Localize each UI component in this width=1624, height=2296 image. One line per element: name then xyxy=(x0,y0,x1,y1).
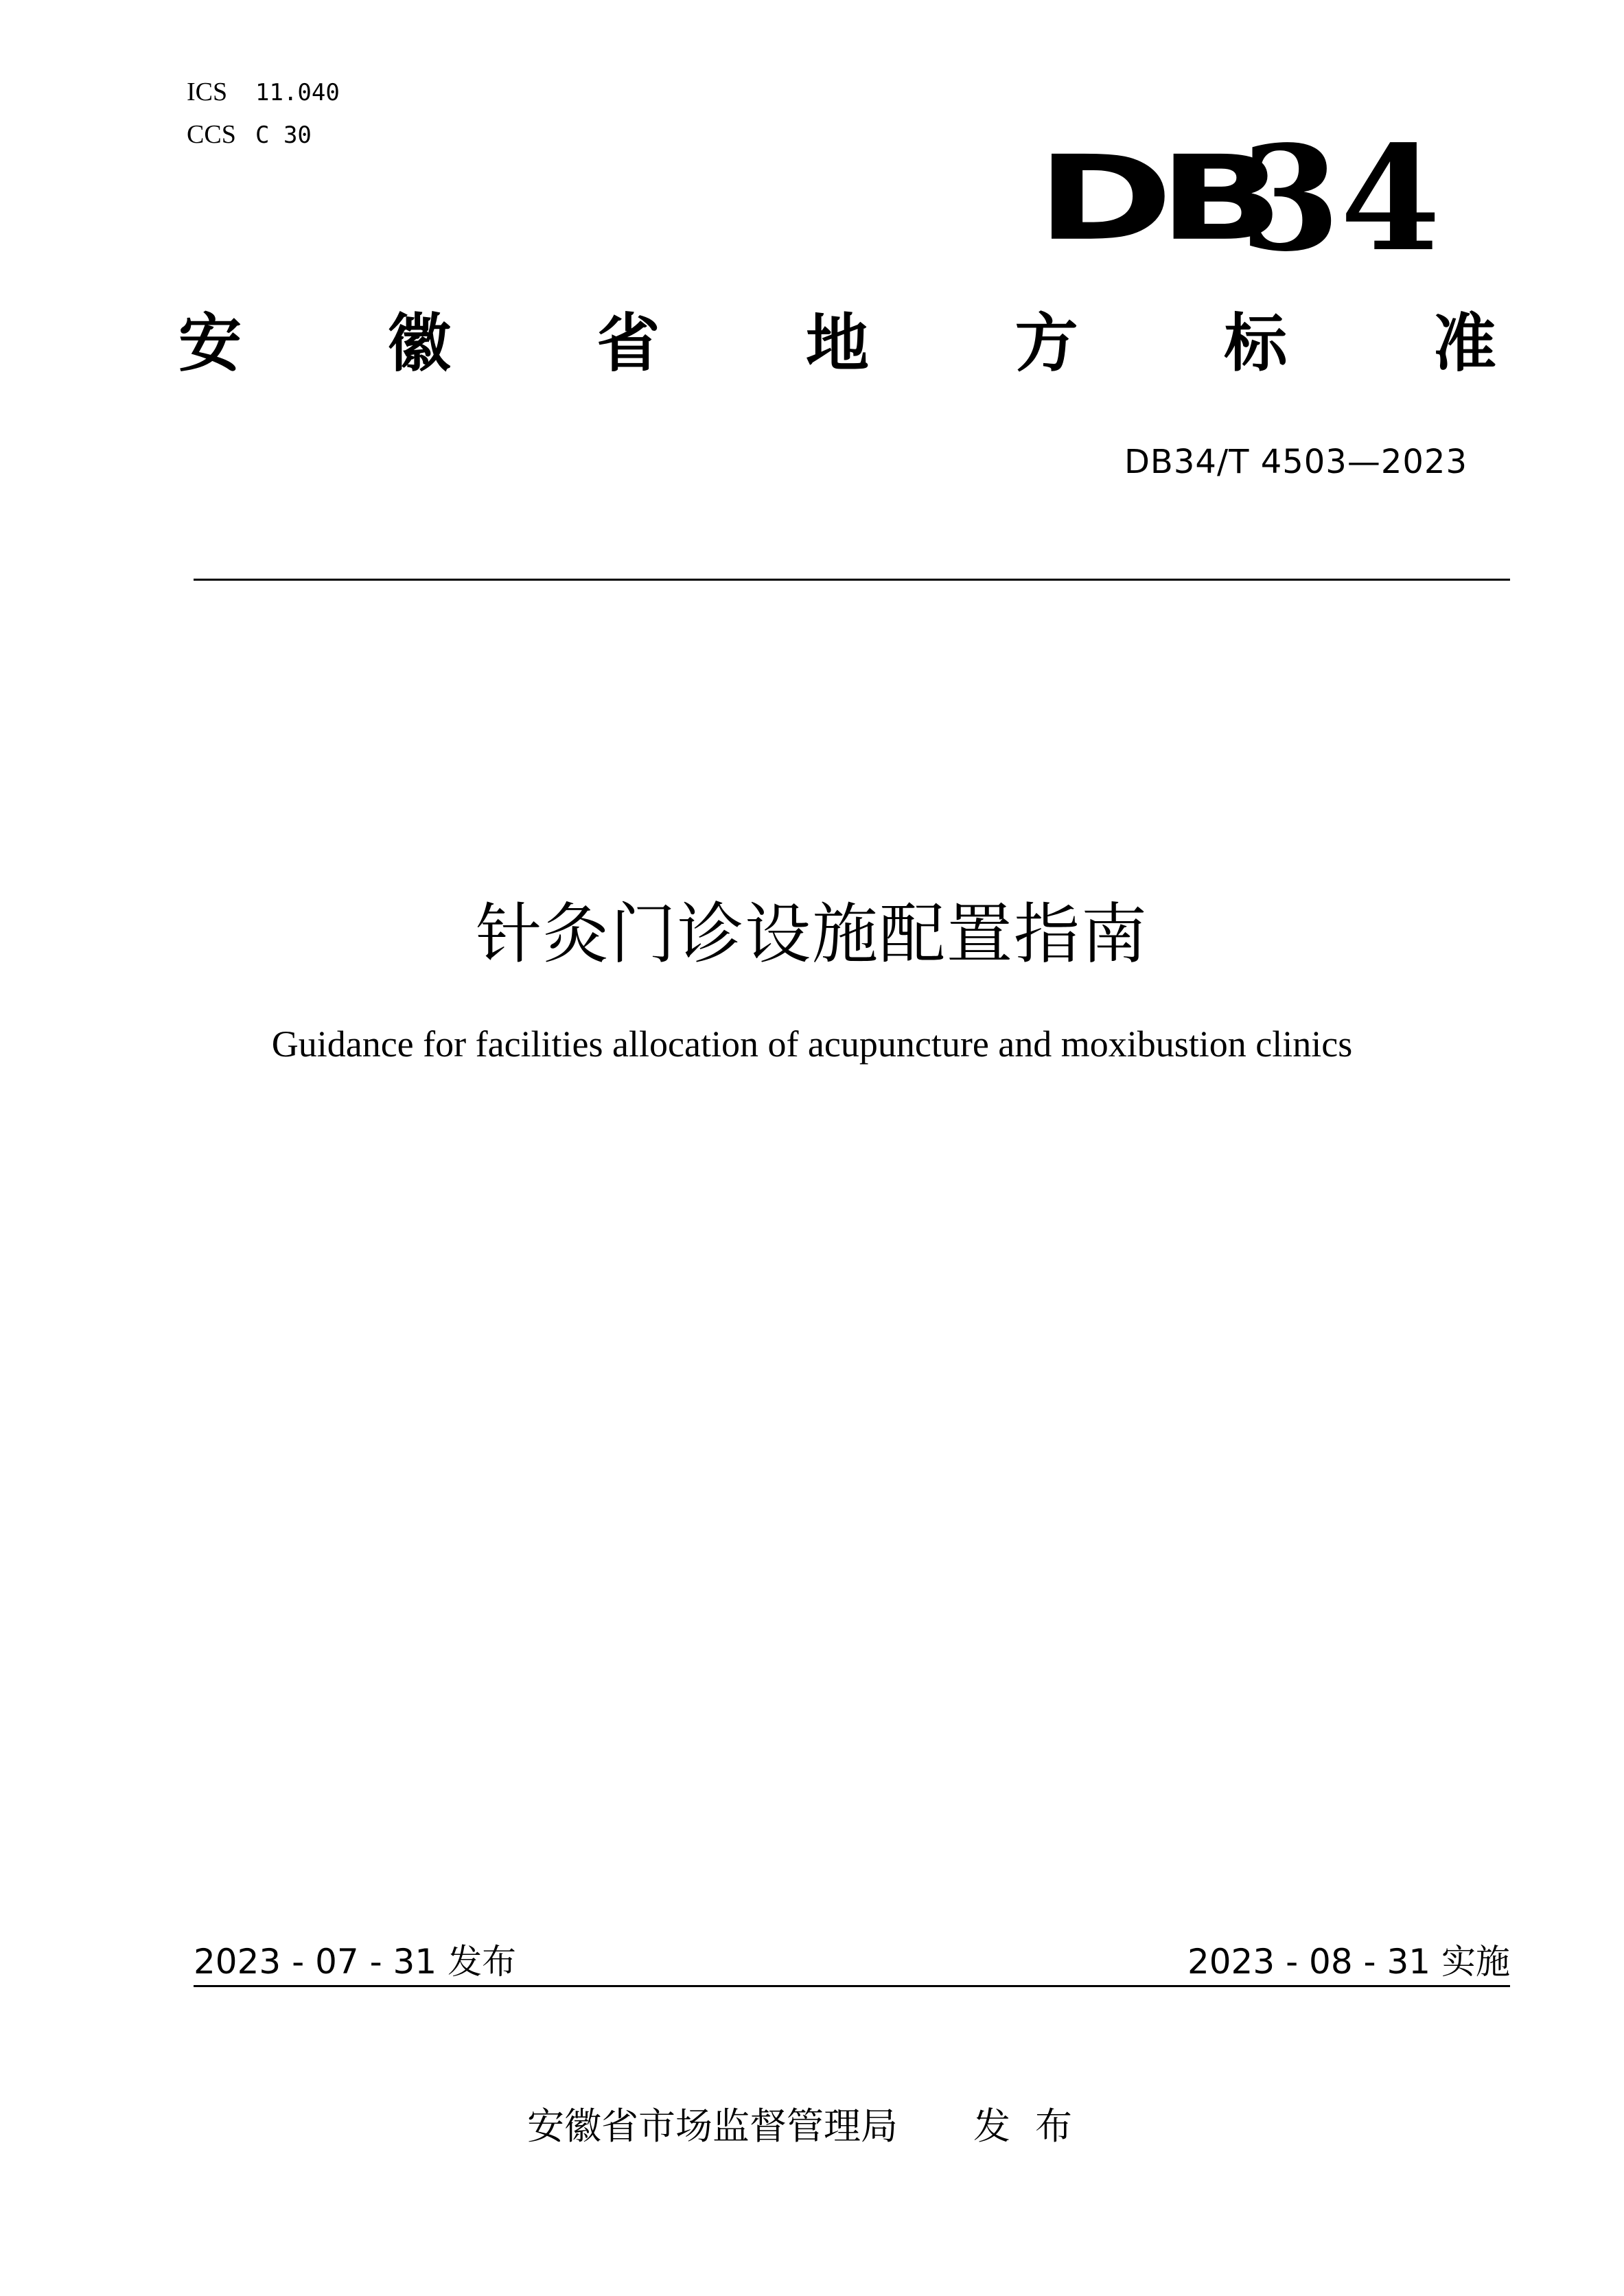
publish-date-block xyxy=(194,1934,516,1984)
publish-date: 2023 - 07 - 31 xyxy=(194,1942,437,1982)
implement-label: 实施 xyxy=(1441,1942,1510,1982)
logo-digits: 34 xyxy=(1240,114,1441,283)
db34-logo xyxy=(1036,114,1441,283)
ics-label: ICS xyxy=(187,78,228,106)
logo-letters: DB xyxy=(1036,130,1269,267)
top-divider xyxy=(194,579,1510,581)
ics-value: 11.040 xyxy=(255,79,340,106)
standard-type-char: 徽 xyxy=(387,307,451,380)
standard-type-char: 地 xyxy=(805,307,869,380)
standard-type-char: 安 xyxy=(178,307,242,380)
publisher-line xyxy=(0,2097,1624,2150)
implement-date-block xyxy=(1187,1934,1510,1984)
standard-number: DB34/T 4503—2023 xyxy=(1124,443,1468,481)
ccs-value: C 30 xyxy=(255,121,312,149)
standard-type-heading xyxy=(178,307,1496,380)
implement-date: 2023 - 08 - 31 xyxy=(1187,1942,1431,1982)
publish-label: 发布 xyxy=(448,1942,517,1982)
standard-type-char: 省 xyxy=(596,307,660,380)
ccs-row xyxy=(187,119,461,162)
ccs-label: CCS xyxy=(187,120,236,149)
bottom-divider xyxy=(194,1985,1510,1987)
classification-codes xyxy=(187,77,461,162)
standard-type-char: 准 xyxy=(1432,307,1496,380)
standard-type-char: 方 xyxy=(1014,307,1078,380)
document-title-cn: 针灸门诊设施配置指南 xyxy=(476,896,1148,973)
standard-type-char: 标 xyxy=(1224,307,1288,380)
publisher-name: 安徽省市场监督管理局 xyxy=(527,2104,898,2148)
publisher-action: 发布 xyxy=(973,2104,1097,2148)
document-title-en: Guidance for facilities allocation of acupuncture and moxibustion clinics xyxy=(271,1023,1353,1065)
ics-row xyxy=(187,77,461,119)
